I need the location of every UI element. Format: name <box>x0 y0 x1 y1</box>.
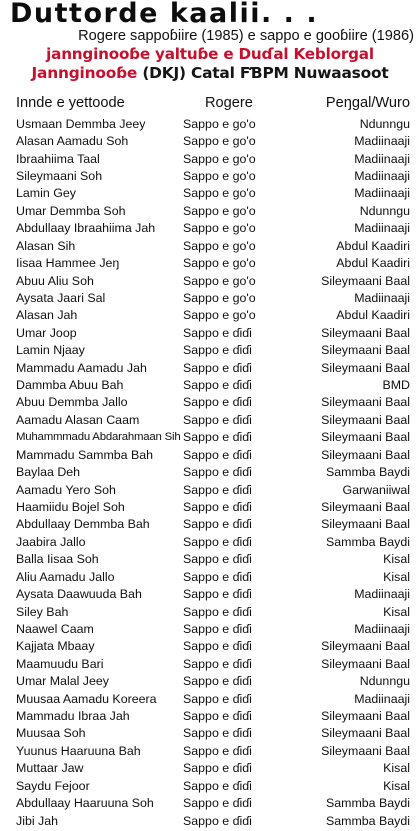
cell-role: Sappo e ɗiɗi <box>183 395 252 410</box>
cell-role: Sappo e go'o <box>183 273 256 288</box>
table-row <box>0 585 420 602</box>
cell-role: Sappo e ɗiɗi <box>183 691 252 706</box>
header-role: Rogere <box>205 95 253 111</box>
cell-party: Madiinaaji <box>354 221 410 236</box>
table-row <box>0 568 420 585</box>
cell-role: Sappo e ɗiɗi <box>183 430 252 445</box>
cell-role: Sappo e ɗiɗi <box>183 656 252 671</box>
cell-role: Sappo e go'o <box>183 256 256 271</box>
cell-name: Jaabira Jallo <box>16 534 86 549</box>
cell-name: Kajjata Mbaay <box>16 639 95 654</box>
cell-name: Mammadu Ibraa Jah <box>16 709 130 724</box>
table-row <box>0 359 420 376</box>
cell-name: Mammadu Sammba Bah <box>16 447 154 462</box>
table-row <box>0 115 420 132</box>
cell-role: Sappo e ɗiɗi <box>183 569 252 584</box>
cell-role: Sappo e ɗiɗi <box>183 552 252 567</box>
cell-party: Sileymaani Baal <box>321 517 410 532</box>
cell-party: Madiinaaji <box>354 151 410 166</box>
cell-party: Sileymaani Baal <box>321 360 410 375</box>
cell-role: Sappo e go'o <box>183 221 256 236</box>
cell-party: Madiinaaji <box>354 290 410 305</box>
cell-name: Mammadu Aamadu Jah <box>16 360 147 375</box>
cell-name: Abdullaay Demmba Bah <box>16 517 150 532</box>
table-row <box>0 673 420 690</box>
cell-name: Abdullaay Haaruuna Soh <box>16 796 154 811</box>
cell-name: Umar Malal Jeey <box>16 674 109 689</box>
cell-name: Umar Joop <box>16 325 77 340</box>
cell-party: Abdul Kaadiri <box>336 238 410 253</box>
cell-party: Abdul Kaadiri <box>336 308 410 323</box>
cell-party: Abdul Kaadiri <box>336 256 410 271</box>
table-row <box>0 725 420 742</box>
cell-party: Ndunngu <box>359 203 410 218</box>
cell-name: Sileymaani Soh <box>16 168 103 183</box>
cell-name: Saydu Fejoor <box>16 778 90 793</box>
table-row <box>0 324 420 341</box>
table-row <box>0 516 420 533</box>
table-row <box>0 185 420 202</box>
cell-party: Madiinaaji <box>354 621 410 636</box>
cell-name: Dammba Abuu Bah <box>16 378 124 393</box>
table-header <box>0 95 420 115</box>
cell-name: Haamiidu Bojel Soh <box>16 499 125 514</box>
cell-name: Yuunus Haaruuna Bah <box>16 743 141 758</box>
table-row <box>0 812 420 829</box>
table-row <box>0 690 420 707</box>
cell-party: BMD <box>382 378 410 393</box>
cell-party: Kisal <box>383 552 410 567</box>
cell-party: Sileymaani Baal <box>321 499 410 514</box>
cell-role: Sappo e go'o <box>183 116 256 131</box>
cell-role: Sappo e ɗiɗi <box>183 360 252 375</box>
table-row <box>0 202 420 219</box>
cell-name: Siley Bah <box>16 604 69 619</box>
cell-role: Sappo e ɗiɗi <box>183 517 252 532</box>
cell-role: Sappo e go'o <box>183 238 256 253</box>
highlight-line-2-dark: (DKJ) Catal FƁPM Nuwaasoot <box>142 64 389 82</box>
table-row <box>0 394 420 411</box>
cell-role: Sappo e ɗiɗi <box>183 813 252 828</box>
cell-party: Kisal <box>383 604 410 619</box>
table-row <box>0 307 420 324</box>
cell-party: Sileymaani Baal <box>321 343 410 358</box>
cell-name: Iisaa Hammee Jeŋ <box>16 256 120 271</box>
cell-role: Sappo e ɗiɗi <box>183 604 252 619</box>
cell-name: Alasan Jah <box>16 308 78 323</box>
header-party: Peŋgal/Wuro <box>325 95 410 111</box>
cell-role: Sappo e ɗiɗi <box>183 778 252 793</box>
cell-party: Ndunngu <box>359 116 410 131</box>
cell-role: Sappo e ɗiɗi <box>183 743 252 758</box>
cell-name: Aysata Jaari Sal <box>16 290 106 305</box>
cell-role: Sappo e ɗiɗi <box>183 726 252 741</box>
table-row <box>0 620 420 637</box>
page-title: Duttorde kaalii. . . <box>10 0 319 29</box>
cell-party: Kisal <box>383 761 410 776</box>
cell-role: Sappo e go'o <box>183 186 256 201</box>
cell-name: Muhammmadu Abdarahmaan Sih <box>16 431 181 444</box>
table-row <box>0 167 420 184</box>
cell-party: Madiinaaji <box>354 168 410 183</box>
cell-role: Sappo e ɗiɗi <box>183 674 252 689</box>
cell-role: Sappo e go'o <box>183 308 256 323</box>
cell-name: Muttaar Jaw <box>16 761 84 776</box>
cell-role: Sappo e ɗiɗi <box>183 709 252 724</box>
cell-name: Muusaa Soh <box>16 726 86 741</box>
cell-party: Madiinaaji <box>354 587 410 602</box>
cell-role: Sappo e go'o <box>183 290 256 305</box>
cell-role: Sappo e ɗiɗi <box>183 343 252 358</box>
cell-role: Sappo e ɗiɗi <box>183 412 252 427</box>
cell-role: Sappo e ɗiɗi <box>183 499 252 514</box>
highlight-line-2-red: Jannginooɓe <box>31 64 138 82</box>
cell-name: Aamadu Alasan Caam <box>16 412 140 427</box>
cell-role: Sappo e ɗiɗi <box>183 534 252 549</box>
cell-party: Madiinaaji <box>354 134 410 149</box>
page-subtitle: Rogere sappoɓiire (1985) e sappo e gooɓiire (1986) <box>78 28 414 44</box>
cell-role: Sappo e ɗiɗi <box>183 482 252 497</box>
table-row <box>0 289 420 306</box>
cell-role: Sappo e ɗiɗi <box>183 325 252 340</box>
cell-party: Ndunngu <box>359 674 410 689</box>
cell-name: Aamadu Yero Soh <box>16 482 116 497</box>
cell-party: Kisal <box>383 569 410 584</box>
cell-party: Sileymaani Baal <box>321 412 410 427</box>
table-row <box>0 446 420 463</box>
cell-role: Sappo e go'o <box>183 151 256 166</box>
table-row <box>0 603 420 620</box>
cell-role: Sappo e ɗiɗi <box>183 761 252 776</box>
cell-name: Naawel Caam <box>16 621 94 636</box>
table-row <box>0 498 420 515</box>
cell-name: Abuu Aliu Soh <box>16 273 94 288</box>
cell-party: Sileymaani Baal <box>321 430 410 445</box>
cell-role: Sappo e ɗiɗi <box>183 796 252 811</box>
table-row <box>0 760 420 777</box>
header-name: Innde e yettoode <box>16 95 125 111</box>
highlight-line-1: jannginooɓe yaltuɓe e Duɗal Keblorgal <box>46 45 374 63</box>
table-row <box>0 341 420 358</box>
cell-role: Sappo e ɗiɗi <box>183 621 252 636</box>
cell-party: Sammba Baydi <box>325 465 410 480</box>
cell-party: Sileymaani Baal <box>321 656 410 671</box>
cell-party: Sileymaani Baal <box>321 395 410 410</box>
cell-role: Sappo e go'o <box>183 203 256 218</box>
cell-role: Sappo e go'o <box>183 168 256 183</box>
cell-role: Sappo e ɗiɗi <box>183 465 252 480</box>
cell-party: Sileymaani Baal <box>321 709 410 724</box>
cell-name: Aliu Aamadu Jallo <box>16 569 115 584</box>
table-row <box>0 655 420 672</box>
cell-name: Alasan Sih <box>16 238 76 253</box>
cell-name: Alasan Aamadu Soh <box>16 134 129 149</box>
table-row <box>0 376 420 393</box>
cell-role: Sappo e go'o <box>183 134 256 149</box>
cell-party: Sileymaani Baal <box>321 639 410 654</box>
cell-name: Lamin Gey <box>16 186 76 201</box>
cell-party: Sileymaani Baal <box>321 743 410 758</box>
cell-name: Baylaa Deh <box>16 465 81 480</box>
cell-name: Abuu Demmba Jallo <box>16 395 128 410</box>
cell-name: Jibi Jah <box>16 813 59 828</box>
cell-name: Umar Demmba Soh <box>16 203 126 218</box>
cell-name: Aysata Daawuuda Bah <box>16 587 142 602</box>
table-row <box>0 794 420 811</box>
cell-name: Maamuudu Bari <box>16 656 104 671</box>
cell-role: Sappo e ɗiɗi <box>183 378 252 393</box>
cell-party: Sileymaani Baal <box>321 447 410 462</box>
cell-party: Madiinaaji <box>354 691 410 706</box>
cell-party: Sileymaani Baal <box>321 325 410 340</box>
highlight-line-2 <box>0 63 420 83</box>
cell-name: Ibraahiima Taal <box>16 151 100 166</box>
table-row <box>0 742 420 759</box>
table-row <box>0 132 420 149</box>
table-row <box>0 638 420 655</box>
cell-party: Kisal <box>383 778 410 793</box>
table-row <box>0 254 420 271</box>
cell-party: Garwaniiwal <box>342 482 410 497</box>
table-row <box>0 551 420 568</box>
table-row <box>0 411 420 428</box>
cell-party: Sammba Baydi <box>325 796 410 811</box>
cell-name: Balla Iisaa Soh <box>16 552 99 567</box>
table-row <box>0 237 420 254</box>
table-row <box>0 533 420 550</box>
cell-name: Abdullaay Ibraahiima Jah <box>16 221 156 236</box>
cell-role: Sappo e ɗiɗi <box>183 639 252 654</box>
cell-party: Madiinaaji <box>354 186 410 201</box>
table-row <box>0 150 420 167</box>
table-row <box>0 481 420 498</box>
table-row <box>0 272 420 289</box>
table-row <box>0 429 420 446</box>
table-row <box>0 463 420 480</box>
table-body <box>0 115 420 829</box>
cell-party: Sileymaani Baal <box>321 273 410 288</box>
cell-name: Muusaa Aamadu Koreera <box>16 691 157 706</box>
cell-role: Sappo e ɗiɗi <box>183 447 252 462</box>
cell-name: Lamin Njaay <box>16 343 85 358</box>
cell-party: Sammba Baydi <box>325 534 410 549</box>
table-row <box>0 707 420 724</box>
cell-party: Sileymaani Baal <box>321 726 410 741</box>
cell-party: Sammba Baydi <box>325 813 410 828</box>
cell-name: Usmaan Demmba Jeey <box>16 116 146 131</box>
table-row <box>0 220 420 237</box>
cell-role: Sappo e ɗiɗi <box>183 587 252 602</box>
table-row <box>0 777 420 794</box>
